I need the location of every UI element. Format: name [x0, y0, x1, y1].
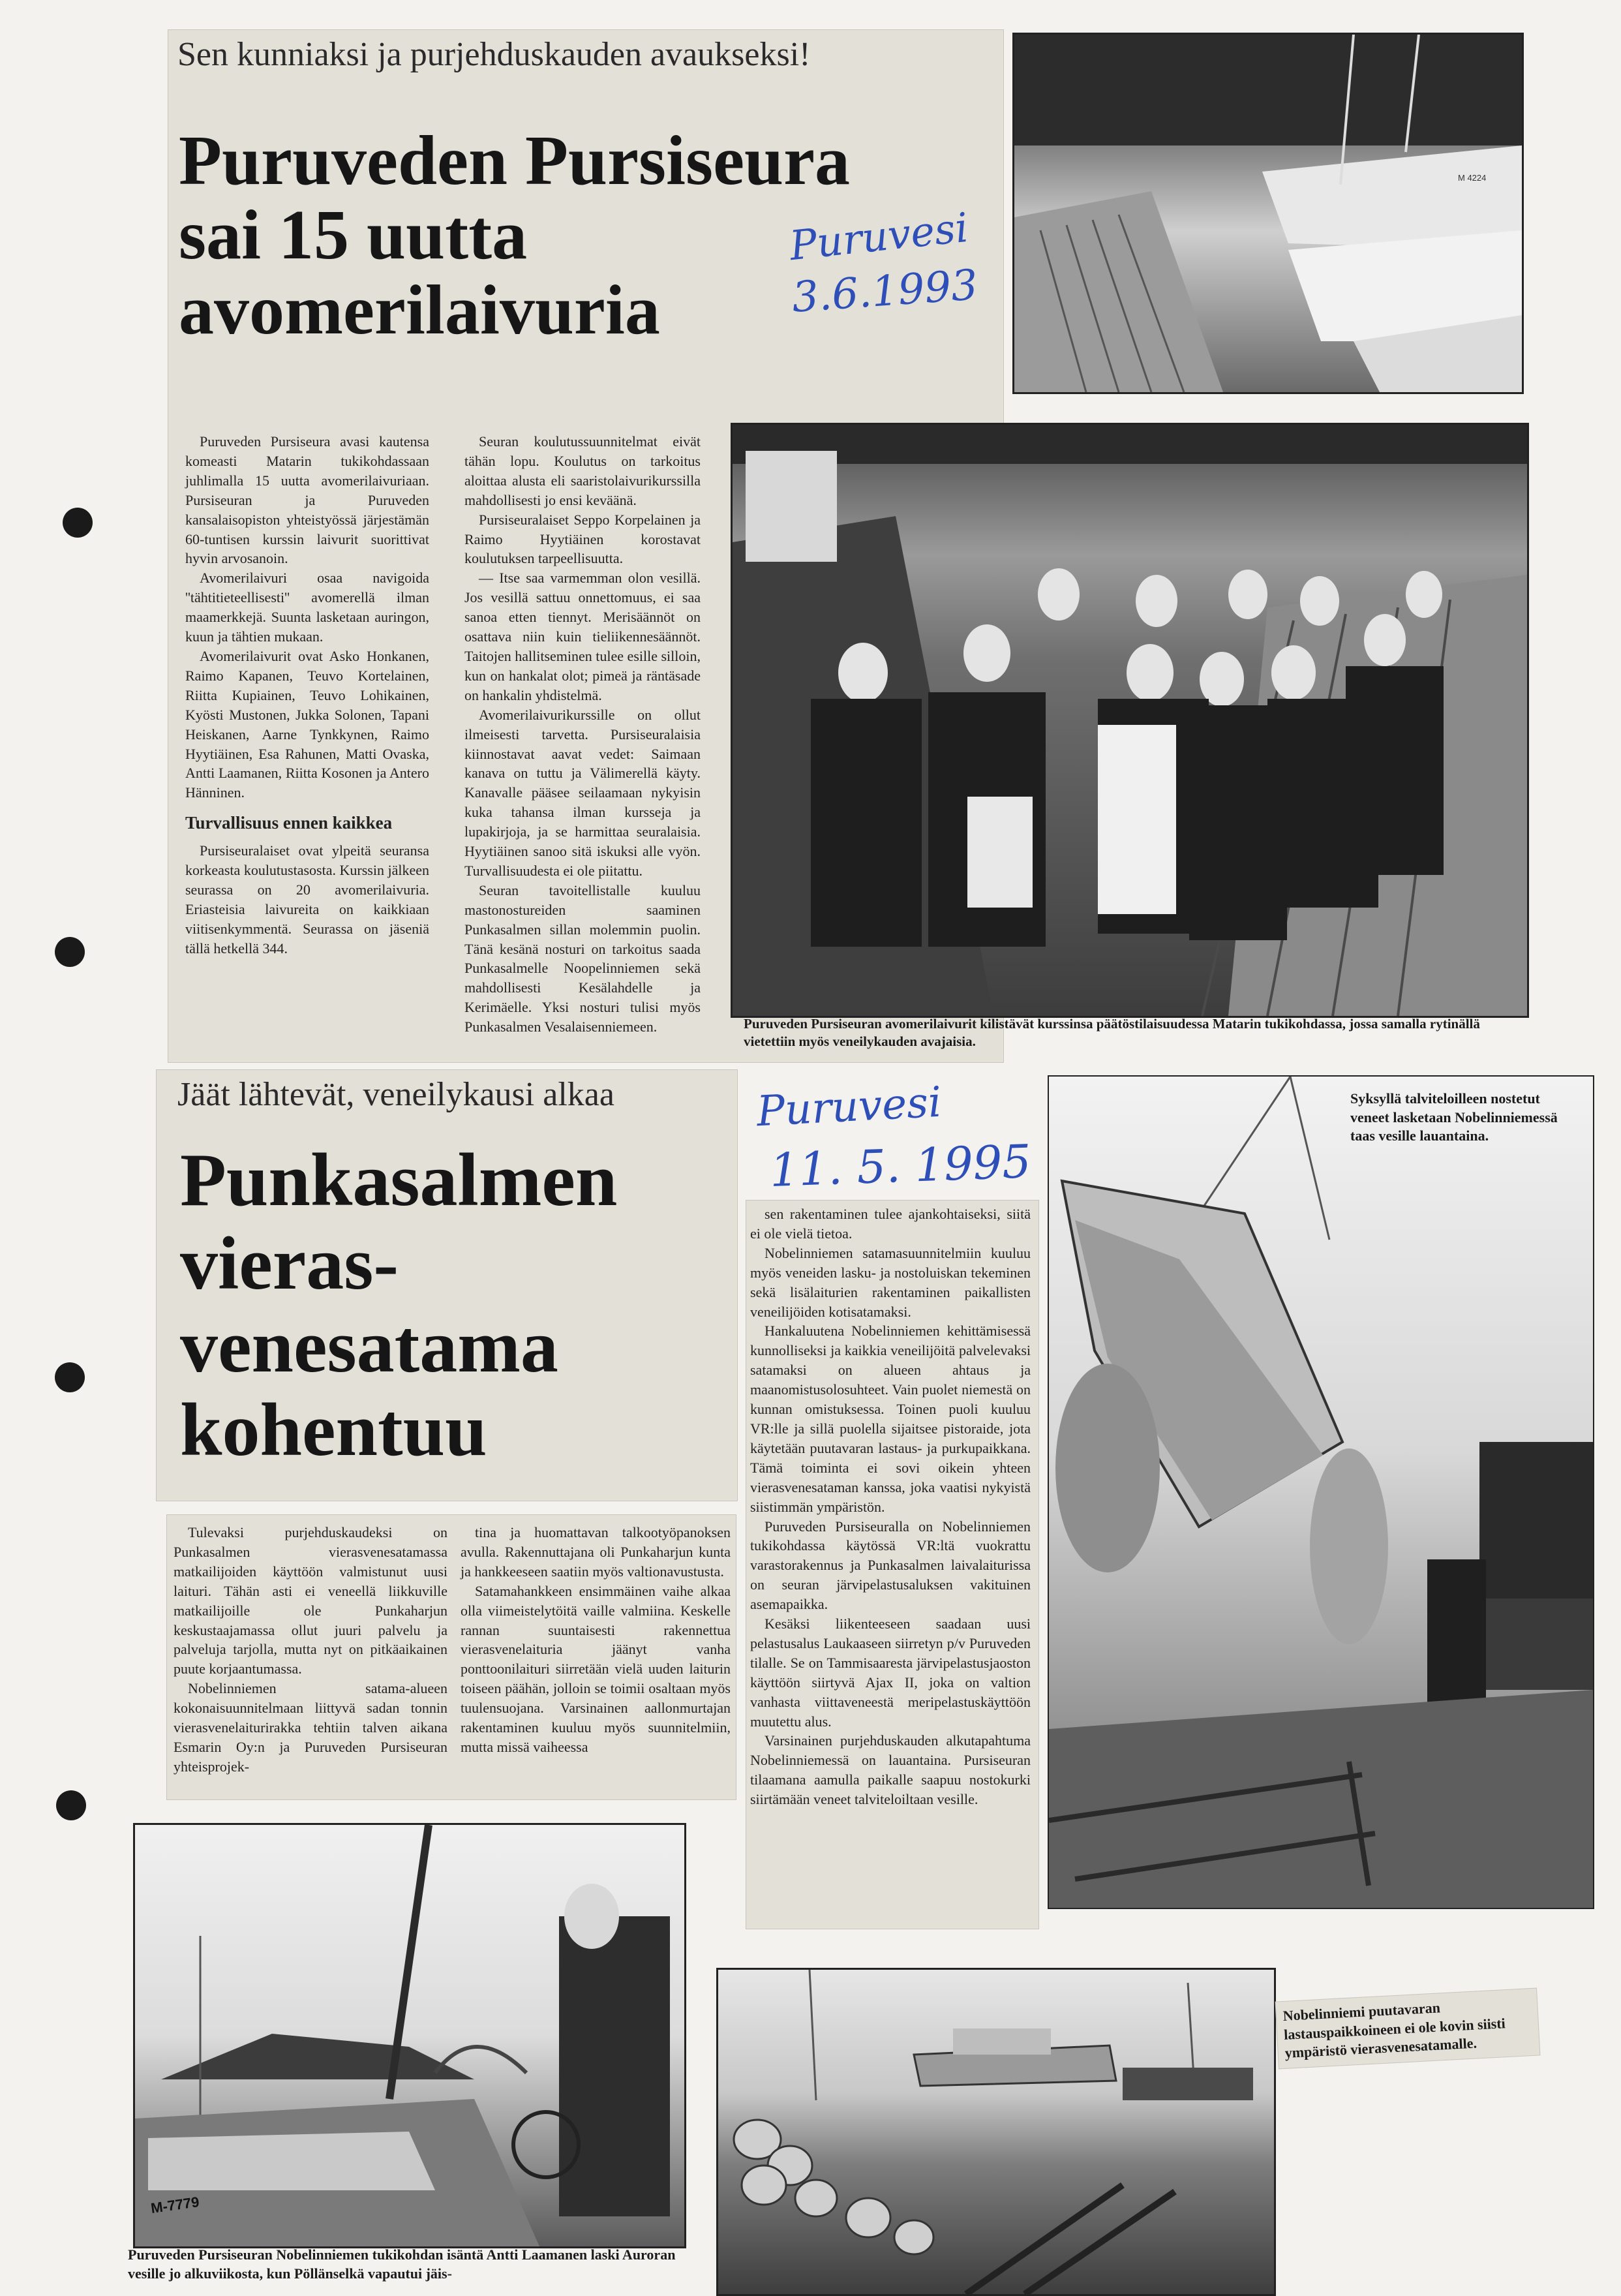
paragraph: Avomerilaivurikurssille on ollut ilmeisesti tarvetta. Pursiseuralaisia kiinnostavat aavat vedet: Saimaan kanava on tuttu ja Välimerellä käyty. Kanavalle pääsee seilaamaan nykyisin kuka tahansa ilman kursseja ja lupakirjoja, ja se harmittaa seuralaisia. Hyytiäinen sanoo sitä iskuksi alle vyön. Turvallisuudesta ei ole piitattu. [464, 706, 701, 879]
article1-headline-line: Puruveden Pursiseura [179, 122, 851, 200]
handwritten-source-note: Puruvesi [787, 203, 971, 270]
paragraph: Avomerilaivurit ovat Asko Honkanen, Raimo Kapanen, Teuvo Kortelainen, Riitta Kupiainen, Teuvo Lohikainen, Kyösti Mustonen, Jukka Solonen, Tapani Heiskanen, Aarne Tynkkynen, Raimo Hyytiäinen, Esa Rahunen, Matti Ovaska, Antti Laamanen, Riitta Kosonen ja Antero Hänninen. [185, 647, 429, 801]
paragraph: Kesäksi liikenteeseen saadaan uusi pelastusalus Laukaaseen siirretyn p/v Puruveden tilalle. Se on Tammisaaresta järvipelastusjaoston käyttöön siirtyvä Ajax II, joka on valtion vanhasta viittaveneestä meripelastuskäyttöön muutettu alus. [750, 1615, 1031, 1730]
group-photo-caption: Puruveden Pursiseuran avomerilaivurit kilistävät kurssinsa päätöstilaisuudessa Matarin tukikohdassa, jossa samalla rytinällä vietettiin myös veneilykauden avajaisia. [744, 1016, 1480, 1050]
paragraph: Avomerilaivuri osaa navigoida ''tähtitieteellisesti'' avomerellä ilman maamerkkejä. Suunta lasketaan auringon, kuun ja tähtien mukaan. [185, 570, 429, 645]
article1-subhead: Turvallisuus ennen kaikkea [185, 813, 393, 833]
article1-headline-line: sai 15 uutta [179, 196, 528, 275]
article2-column-1 [174, 1523, 447, 1777]
paragraph: — Itse saa varmemman olon vesillä. Jos vesillä sattuu onnettomuus, ei saa sanoa etten tiennyt. Merisäännöt on osattava niin kuin tieliikennesäännöt. Taitojen hallitseminen tulee esille silloin, kun on hankalat olot; pimeä ja räntäsade on hankalin yhdistelmä. [464, 570, 701, 703]
group-photo [731, 423, 1529, 1018]
crane-photo-caption: Syksyllä talviteloilleen nostetut veneet lasketaan Nobelinniemessä taas vesille lauantaina. [1350, 1090, 1558, 1144]
paragraph: Hankaluutena Nobelinniemen kehittämisessä kunnolliseksi ja kaikkia veneilijöitä palvelevaksi satamaksi on alueen ahtaus ja maanomistusolosuhteet. Vain puolet niemestä on kunnan omistuksessa. Toinen puoli kuuluu VR:lle ja sillä puolella sijaitsee pistoraide, jota käytetään puutavaran lastaus- ja purkupaikkana. Tämä toiminta ei sovi oikein yhteen vierasvenesataman kanssa, joka vaatisi nykyistä siistimmän ympäristön. [750, 1323, 1031, 1515]
paragraph: Nobelinniemen satamasuunnitelmiin kuuluu myös veneiden lasku- ja nostoluiskan tekeminen sekä lisälaiturien rakentaminen paikallisten veneilijöiden kotisatamaksi. [750, 1244, 1031, 1320]
article2-headline-line: venesatama [180, 1305, 558, 1389]
article2-kicker: Jäät lähtevät, veneilykausi alkaa [177, 1076, 614, 1113]
paragraph: Puruveden Pursiseuralla on Nobelinniemen tukikohdassa käytössä VR:ltä vuokrattu varastorakennus ja Punkasalmen laivalaiturissa on seuran järvipelastusaluksen vakituinen asemapaikka. [750, 1518, 1031, 1613]
article2-headline-line: kohentuu [180, 1388, 487, 1472]
article2-headline [180, 1139, 728, 1472]
article1-kicker: Sen kunniaksi ja purjehduskauden avaukseksi! [177, 36, 811, 73]
paragraph: Seuran tavoitellistalle kuuluu mastonostureiden saaminen Punkasalmen sillan molemmin puolin. Tänä kesänä nosturi on tarkoitus saada Punkasalmelle Noopelinniemen sekä mahdollisesti Kesälahdelle ja Kerimäelle. Yksi nosturi tulisi myös Punkasalmen Vesalaisenniemeen. [464, 881, 701, 1035]
boat-registration-2: M-7779 [149, 2193, 200, 2217]
crane-photo [1048, 1075, 1594, 1909]
paragraph: Puruveden Pursiseura avasi kautensa komeasti Matarin tukikohdassaan juhlimalla 15 uutta avomerilaivuriaan. Pursiseuran ja Puruveden kansalaisopiston yhteistyössä järjestämän 60-tuntisen kurssin laivurit suorittivat hyvin arvosanoin. [185, 433, 429, 567]
handwritten-date-note: 3.6.1993 [790, 261, 980, 322]
timber-yard-photo-caption: Nobelinniemi puutavaran lastauspaikkoineen ei ole kovin siisti ympäristö vierasvenesatamalle. [1276, 1989, 1540, 2069]
binder-hole-2 [55, 937, 85, 967]
paragraph: Varsinainen purjehduskauden alkutapahtuma Nobelinniemessä on lauantaina. Pursiseuran tilaamana aamulla paikalle saapuu nostokurki siirtämään veneet talviteloiltaan vesille. [750, 1732, 1031, 1808]
boat-registration: M 4224 [1458, 173, 1487, 183]
article2-column-3 [750, 1204, 1031, 1809]
paragraph: Satamahankkeen ensimmäinen vaihe alkaa olla viimeistelytöitä vaille valmiina. Keskelle rannan suuntaisesti rakennettua vierasvenelaituria jäänyt vanha ponttoonilaituri siirretään vielä uuden laiturin toiseen päähän, jolloin se toimii osaltaan myös tuulensuojana. Varsinainen aallonmurtajan rakentaminen kuuluu myös suunnitelmiin, mutta missä vaiheessa [461, 1582, 731, 1755]
paragraph: Nobelinniemen satama-alueen kokonaisuunnitelmaan liittyvä sadan tonnin vierasvenelaiturirakka tehtiin talven aikana Esmarin Oy:n ja Puruveden Pursiseuran yhteisprojek- [174, 1680, 447, 1775]
article1-headline-line: avomerilaivuria [179, 271, 660, 349]
article2-column-2 [461, 1523, 731, 1757]
paragraph: sen rakentaminen tulee ajankohtaiseksi, siitä ei ole vielä tietoa. [750, 1206, 1031, 1242]
binder-hole-3 [55, 1362, 85, 1392]
lake-boat-photo [133, 1823, 686, 2248]
paragraph: Pursiseuralaiset Seppo Korpelainen ja Raimo Hyytiäinen korostavat koulutuksen tarpeellisuutta. [464, 511, 701, 567]
binder-hole-4 [56, 1790, 86, 1820]
article2-headline-line: Punkasalmen [180, 1139, 618, 1222]
timber-yard-photo [716, 1968, 1276, 2296]
marina-photo [1012, 33, 1524, 394]
paragraph: Tulevaksi purjehduskaudeksi on Punkasalmen vierasvenesatamassa matkailijoiden käyttöön valmistunut uusi laituri. Tähän asti ei veneellä liikkuville matkailijoille ole Punkaharjun keskustaajamassa ollut juuri palvelu ja palveluja tarjolla, mutta nyt on pitkäaikainen puute korjaantumassa. [174, 1524, 447, 1677]
article1-column-2 [464, 432, 701, 1037]
paragraph: tina ja huomattavan talkootyöpanoksen avulla. Rakennuttajana oli Punkaharjun kunta ja hankkeeseen saatiin myös valtionavustusta. [461, 1524, 731, 1580]
handwritten-date-note-2: 11. 5. 1995 [768, 1135, 1033, 1197]
lake-boat-photo-caption: Puruveden Pursiseuran Nobelinniemen tukikohdan isäntä Antti Laamanen laski Auroran vesille jo alkuviikosta, kun Pöllänselkä vapautui jäis- [128, 2246, 676, 2282]
paragraph: Pursiseuralaiset ovat ylpeitä seuransa korkeasta koulutustasosta. Kurssin jälkeen seurassa on 20 avomerilaivuria. Eriasteisia laivureita on kaikkiaan viitisenkymmentä. Seurassa on jäseniä tällä hetkellä 344. [185, 842, 429, 957]
paragraph: Seuran koulutussuunnitelmat eivät tähän lopu. Koulutus on tarkoitus aloittaa alusta eli saaristolaivurikurssilla mahdollisesti jo ensi keväänä. [464, 433, 701, 508]
handwritten-source-note-2: Puruvesi [755, 1078, 943, 1137]
article1-column-1 [185, 432, 429, 958]
article2-headline-line: vieras- [180, 1221, 399, 1306]
binder-hole-1 [63, 508, 93, 538]
